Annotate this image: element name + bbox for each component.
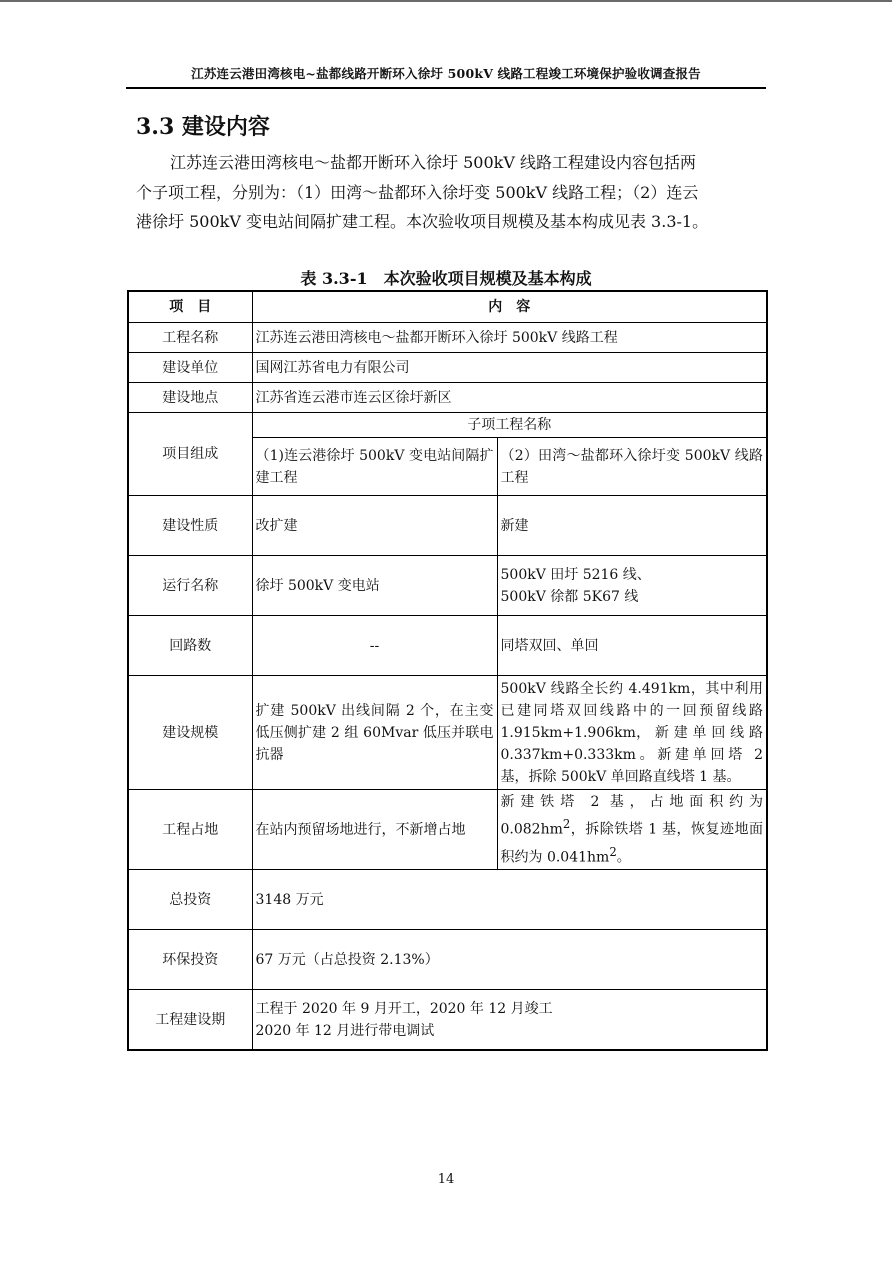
operation-sub2 <box>497 556 767 616</box>
superscript-2: 2 <box>609 844 617 859</box>
scale-sub1: 扩建 500kV 出线间隔 2 个，在主变低压侧扩建 2 组 60Mvar 低压并联电抗器 <box>252 676 497 790</box>
investment-value: 3148 万元 <box>252 870 767 930</box>
table-row-env-investment <box>128 930 767 990</box>
header-content: 内 容 <box>252 291 767 323</box>
operation-label: 运行名称 <box>128 556 252 616</box>
composition-label: 项目组成 <box>128 413 252 496</box>
land-sub2 <box>497 790 767 870</box>
period-line-2: 2020 年 12 月进行带电调试 <box>255 1022 435 1039</box>
operation-sub2-line-2: 500kV 徐都 5K67 线 <box>500 588 639 605</box>
section-heading: 3.3 建设内容 <box>136 114 270 140</box>
land-sub2-part-2: ，拆除铁塔 1 基，恢复迹地面积约为 0.041hm <box>500 821 763 866</box>
table-row-operation <box>128 556 767 616</box>
circuits-sub1: -- <box>252 616 497 676</box>
land-sub1: 在站内预留场地进行，不新增占地 <box>252 790 497 870</box>
table-row-period <box>128 990 767 1050</box>
circuits-label: 回路数 <box>128 616 252 676</box>
intro-line-2: 个子项工程，分别为：（1）田湾～盐都环入徐圩变 500kV 线路工程；（2）连云 <box>136 182 699 202</box>
intro-line-3: 港徐圩 500kV 变电站间隔扩建工程。本次验收项目规模及基本构成见表 3.3-1。 <box>136 212 709 231</box>
location-label: 建设地点 <box>128 383 252 413</box>
operation-sub2-line-1: 500kV 田圩 5216 线、 <box>500 566 651 583</box>
project-name-label: 工程名称 <box>128 323 252 353</box>
table-row-subproject-header <box>128 413 767 438</box>
table-row-circuits <box>128 616 767 676</box>
intro-paragraph <box>136 148 762 237</box>
table-row-scale <box>128 676 767 790</box>
land-sub2-part-3: 。 <box>616 849 631 866</box>
subproject-1-name: （1)连云港徐圩 500kV 变电站间隔扩建工程 <box>252 438 497 496</box>
intro-line-1: 江苏连云港田湾核电～盐都开断环入徐圩 500kV 线路工程建设内容包括两 <box>170 153 696 172</box>
top-border-line <box>0 0 892 2</box>
builder-label: 建设单位 <box>128 353 252 383</box>
nature-sub2: 新建 <box>497 496 767 556</box>
period-line-1: 工程于 2020 年 9 月开工，2020 年 12 月竣工 <box>255 1000 553 1017</box>
table-row-builder <box>128 353 767 383</box>
table-row-nature <box>128 496 767 556</box>
table-header-row <box>128 291 767 323</box>
project-name-value: 江苏连云港田湾核电～盐都开断环入徐圩 500kV 线路工程 <box>252 323 767 353</box>
table-row-location <box>128 383 767 413</box>
table-row-land <box>128 790 767 870</box>
table-row-investment <box>128 870 767 930</box>
project-summary-table <box>127 290 768 1051</box>
period-label: 工程建设期 <box>128 990 252 1050</box>
investment-label: 总投资 <box>128 870 252 930</box>
builder-value: 国网江苏省电力有限公司 <box>252 353 767 383</box>
superscript-2: 2 <box>562 817 571 831</box>
land-label: 工程占地 <box>128 790 252 870</box>
page-number: 14 <box>437 1172 455 1187</box>
running-header: 江苏连云港田湾核电~盐都线路开断环入徐圩 500kV 线路工程竣工环境保护验收调查报告 <box>191 66 701 81</box>
circuits-sub2: 同塔双回、单回 <box>497 616 767 676</box>
period-value <box>252 990 767 1050</box>
subproject-header: 子项工程名称 <box>252 413 767 438</box>
location-value: 江苏省连云港市连云区徐圩新区 <box>252 383 767 413</box>
header-item: 项 目 <box>128 291 252 323</box>
subproject-2-name: （2）田湾～盐都环入徐圩变 500kV 线路工程 <box>497 438 767 496</box>
header-rule <box>126 87 766 89</box>
nature-label: 建设性质 <box>128 496 252 556</box>
land-sub2-part-1: 新建铁塔 2 基，占地面积约为 0.082hm <box>500 794 763 838</box>
table-row-project-name <box>128 323 767 353</box>
env-investment-label: 环保投资 <box>128 930 252 990</box>
table-caption: 表 3.3-1 本次验收项目规模及基本构成 <box>300 269 592 288</box>
env-investment-value: 67 万元（占总投资 2.13%） <box>252 930 767 990</box>
scale-label: 建设规模 <box>128 676 252 790</box>
operation-sub1: 徐圩 500kV 变电站 <box>252 556 497 616</box>
nature-sub1: 改扩建 <box>252 496 497 556</box>
scale-sub2: 500kV 线路全长约 4.491km，其中利用已建同塔双回线路中的一回预留线路 1.915km+1.906km， 新 建 单 回 线 路 0.337km+0.333km。新建单回塔 2 基，拆除 500kV 单回路直线塔 1 基。 <box>497 676 767 790</box>
